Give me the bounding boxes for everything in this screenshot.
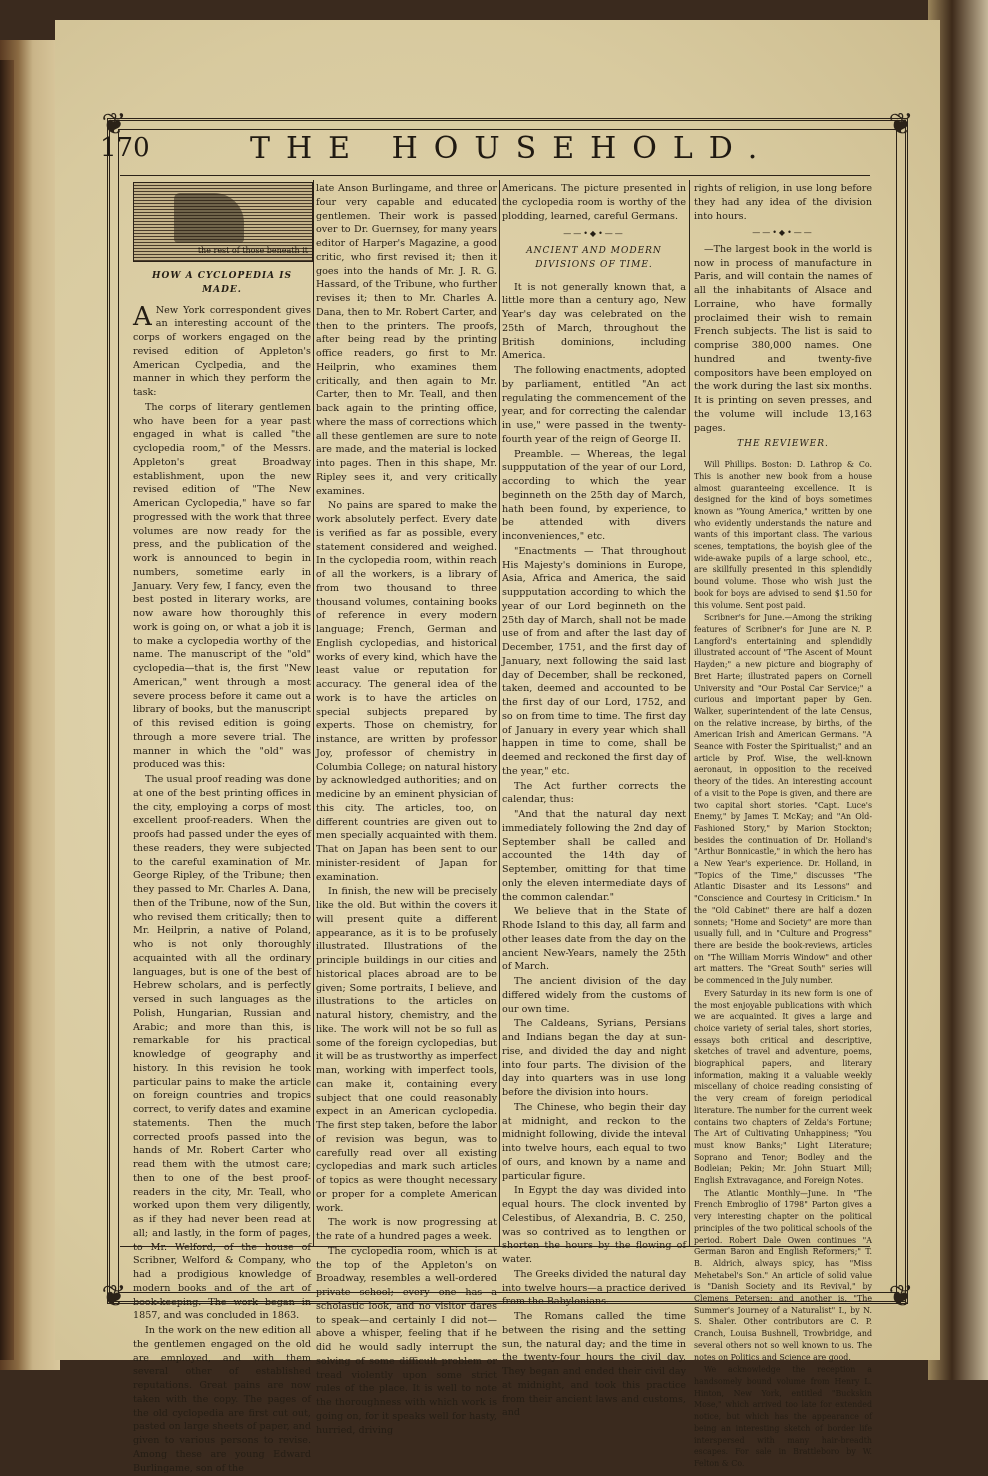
corner-ornament-icon: ❦: [888, 1279, 914, 1314]
engraving-illustration: [133, 182, 313, 262]
article-paragraph: The corps of literary gentlemen who have been for a year past engaged in what is called "the cyclopedia room," of the Messrs. Appleton's great Broadway establishment, upon the new revised edition of "The New American Cyclopedia," have so far progressed with the work that three volumes are now ready for the press, and the publication of the work is announced to begin in numbers, sometime early in January. Very few, I fancy, even the best posted in literary works, are now aware how thoroughly this work is going on, or what a job it is to make a cyclopedia worthy of the name. The manuscript of the "old" cyclopedia—that is, the first "New American," went through a most severe process before it came out a library of books, but the manuscript of this revised edition is going through a more severe trial. The manner in which the "old" was produced was this:: [133, 401, 311, 771]
article-paragraph: rights of religion, in use long before they had any idea of the division into hours.: [694, 183, 872, 222]
drop-cap: A: [133, 301, 152, 332]
article-paragraph: In Egypt the day was divided into equal hours. The clock invented by Celestibus, of Alexandria, B. C. 250, was so contrived as to lengthen or shorten the hours by the flowing of water.: [502, 1185, 686, 1265]
article-paragraph: The Chinese, who begin their day at midnight, and reckon to the midnight following, divide the inteval into twelve hours, each equal to two of ours, and known by a name and particular figure.: [502, 1101, 686, 1182]
review-paragraph: The Atlantic Monthly—June. In "The French Embroglio of 1798" Parton gives a very interesting chapter on the political principles of the two political schools of the period. Robert Dale Owen continues "A German Baron and English Reformers;" T. B. Aldrich, always spicy, has "Miss Mehetabel's Son." An article of solid value is "Danish Society and its Revival," by Clemens Petersen; and another is, "The Summer's Journey of a Naturalist" I., by N. S. Shaler. Other contributors are C. P. Cranch, Louisa Bushnell, Trowbridge, and several others not so well known to us. The notes on Politics and Science are good.: [694, 1188, 872, 1362]
corner-ornament-icon: ❦: [101, 107, 127, 142]
article-paragraph: "Enactments — That throughout His Majesty's dominions in Europe, Asia, Africa and America, the said suppputation according to which the year of our Lord beginneth on the 25th day of March, shall not be made use of from and after the last day of December, 1751, and the first day of January, next following the said last day of December, shall be reckoned, taken, deemed and accounted to be the first day of our Lord, 1752, and so on from time to time. The first day of January in every year which shall happen in time to come, shall be deemed and reckoned the first day of the year," etc.: [502, 545, 686, 777]
article-paragraph: late Anson Burlingame, and three or four very capable and educated gentlemen. Their work is passed over to Dr. Guernsey, for many years editor of Harper's Magazine, a good critic, who first revised it; then it goes into the hands of Mr. J. R. G. Hassard, of the Tribune, who further revises it; then to Mr. Charles A. Dana, then to Mr. Robert Carter, and then to the printers. The proofs, after being read by the printing office readers, go first to Mr. Heilprin, who examines them critically, and then again to Mr. Carter, then to Mr. Teall, and then back again to the printing office, where the mass of corrections which all these gentlemen are sure to note are made, and the material is locked into pages. Then in this shape, Mr. Ripley sees it, and very critically examines.: [316, 183, 497, 497]
article-paragraph: In the work on the new edition all the gentlemen engaged on the old are employed, and with them several other of established reputations. Great pains are now taken with the copy. The pages of the old cyclopedia are first cut out, pasted on large sheets of paper, and given to various persons to revise. Among these are young Edward Burlingame, son of the: [133, 1325, 311, 1474]
column-1: [133, 182, 311, 1476]
header-rule: [120, 175, 870, 176]
illustration-caption: the rest of those beneath it: [197, 246, 308, 256]
article-paragraph: Americans. The picture presented in the cyclopedia room is worthy of the plodding, learned, careful Germans.: [502, 183, 686, 222]
page-number: 170: [100, 133, 150, 163]
article-paragraph: The ancient division of the day differed widely from the customs of our own time.: [502, 976, 686, 1015]
corner-ornament-icon: ❦: [101, 1279, 127, 1314]
section-ornament: ——•◆•——: [752, 228, 814, 238]
article-heading: ANCIENT AND MODERN DIVISIONS OF TIME.: [526, 246, 662, 270]
article-paragraph: —The largest book in the world is now in process of manufacture in Paris, and will contain the names of all the inhabitants of Alsace and Lorraine, who have formally proclaimed their wish to remain French subjects. The list is said to comprise 380,000 names. One hundred and twenty-five compositors have been employed on the work during the last six months. It is printing on seven presses, and the volume will include 13,163 pages.: [694, 243, 872, 434]
column-divider: [499, 180, 500, 1246]
review-paragraph: Will Phillips. Boston: D. Lathrop & Co. This is another new book from a house almost guaranteeing excellence. It is designed for the kind of boys sometimes known as "Young America," written by one who evidently understands the nature and wants of this important class. The various scenes, temptations, the boyish glee of the wide-awake pupils of a large school, etc., are skillfully presented in this splendidly bound volume. Those who wish just the book for boys are advised to send $1.50 for this volume. Sent post paid.: [694, 460, 872, 610]
article-paragraph: In finish, the new will be precisely like the old. But within the covers it will present quite a different appearance, as it is to be profusely illustrated. Illustrations of the principle buildings in our cities and historical places abroad are to be given; Some portraits, I believe, and illustrations to the articles on natural history, chemistry, and the like. The work will not be so full as some of the foreign cyclopedias, but it will be as trustworthy as imperfect man, working with imperfect tools, can make it, containing every subject that one could reasonably expect in an American cyclopedia. The first step taken, before the labor of revision was begun, was to carefully read over all existing cyclopedias and mark such articles of topics as were thought necessary or proper for a complete American work.: [316, 886, 497, 1214]
article-heading: HOW A CYCLOPEDIA IS MADE.: [152, 271, 292, 295]
review-paragraph: We acknowledge the reception a handsomely bound volume from Henry L. Hinton, New York, entitled "Buckskin Mose," which arrived too late for extended notice, but which has the appearance of being an interesting sketch of border life interspersed with many hair-breadth escapes. For sale in Brattleboro by W. Felton & Co.: [694, 1365, 872, 1468]
article-paragraph: The Act further corrects the calendar, thus:: [502, 780, 686, 806]
column-2: [316, 182, 497, 1438]
column-divider: [313, 180, 314, 1246]
review-paragraph: Scribner's for June.—Among the striking features of Scribner's for June are N. P. Langford's entertaining and splendidly illustrated account of "The Ascent of Mount Hayden;" a new picture and biography of Bret Harte; illustrated papers on Cornell University and "Our Postal Car Service;" a curious and important paper by Gen. Walker, superintendent of the late Census, on the relative increase, by births, of the American Irish and American Germans. "A Seance with Foster the Spiritualist;" and an article by Prof. Wise, the well-known aeronaut, in opposition to the received theory of the tides. An interesting account of a visit to the Pope is given, and there are two capital short stories. "Capt. Luce's Enemy," by James T. McKay; and "An Old-Fashioned Story," by Marion Stockton; besides the continuation of Dr. Holland's "Arthur Bonnicastle," in which the hero has a New Year's experience. Dr. Holland, in "Topics of the Time," discusses "The Atlantic Disaster and its Lessons" and "Conscience and Courtesy in Criticism." In the "Old Cabinet" there are half a dozen sonnets; "Home and Society" are more than usually full, and in "Culture and Progress" there are beside the book-reviews, articles on "The William Morris Window" and other art matters. The "Great South" series will be commenced in the July number.: [694, 613, 872, 986]
column-divider: [689, 180, 690, 1246]
article-paragraph: The following enactments, adopted by parliament, entitled "An act regulating the commencement of the year, and for correcting the calendar in use," were passed in the twenty-fourth year of the reign of George II.: [502, 365, 686, 445]
review-paragraph: Every Saturday in its new form is one of the most enjoyable publications with which we are acquainted. It gives a large and choice variety of serial tales, short stories, essays both critical and descriptive, sketches of travel and adventure, poems, biographical papers, and literary information, making it a valuable weekly miscellany of choice reading consisting of the very cream of foreign periodical literature. The number for the current week contains two chapters of Zelda's Fortune; The Art of Cultivating Unhappiness; "You must know Banks;" Light Literature; Soprano and Tenor; Bodley and the Bodleian; Pekin; Mr. John Stuart Mill; English Extravagance, and Foreign Notes.: [694, 988, 872, 1186]
column-4: [694, 182, 872, 1471]
article-paragraph: A New York correspondent gives an interesting account of the corps of workers engaged on the revised edition of Appleton's American Cyclpedia, and the manner in which they perform the task:: [133, 301, 311, 398]
article-paragraph: The cyclopedia room, which is at the top of the Appleton's on Broadway, resembles a well-ordered private school; every one has a scholastic look, and no visitor dares to speak—and certainly I did not—above a whisper, feeling that if he did he would sadly interrupt the solving of some difficult problem or tread violently upon some strict rules of the place. It is well to note the thoroughness with which work is going on, for it speaks well for hasty, hurried, driving: [316, 1245, 497, 1436]
article-paragraph: No pains are spared to make the work absolutely perfect. Every date is verified as far as possible, every statement considered and weighed. In the cyclopedia room, within reach of all the workers, is a library of from two thousand to three thousand volumes, containing books of reference in every modern language; French, German and English cyclopedias, and historical works of every kind, which have the least value or reputation for accuracy. The general idea of the work is to have the articles on special subjects prepared by experts. Those on chemistry, for instance, are written by professor Joy, professor of chemistry in Columbia College; on natural history by acknowledged authorities; and on medicine by an eminent physician of this city. The articles, too, on different countries are given out to men specially acquainted with them. That on Japan has been sent to our minister-resident of Japan for examination.: [316, 500, 497, 883]
column-3: [502, 182, 686, 1421]
article-paragraph: Preamble. — Whereas, the legal suppputation of the year of our Lord, according to which the year beginneth on the 25th day of March, hath been found, by experience, to be attended with divers inconveniences," etc.: [502, 448, 686, 542]
article-paragraph: The usual proof reading was done at one of the best printing offices in the city, employing a corps of most excellent proof-readers. When the proofs had passed under the eyes of these readers, they were subjected to the careful examination of Mr. George Ripley, of the Tribune; then they passed to Mr. Charles A. Dana, then of the Tribune, now of the Sun, who revised them critically; then to Mr. Heilprin, a native of Poland, who is not only thoroughly acquainted with all the ordinary languages, but is one of the best of Hebrew scholars, and is perfectly versed in such languages as the Polish, Hungarian, Russian and Arabic; and more than this, is remarkable for his practical knowledge of geography and history. In this revision he took particular pains to make the article on foreign countries and tropics correct, to verify dates and examine statements. Then the much corrected proofs passed into the hands of Mr. Robert Carter who read them with the utmost care; then to one of the best proof-readers in the city, Mr. Teall, who worked upon them very diligently, as if they had never been read at all; and lastly, in the form of pages, to Mr. Welford, of the house of Scribner, Welford & Company, who had a prodigious knowledge of modern books and of the art of book-keeping. The work began in 1857, and was concluded in 1863.: [133, 774, 311, 1322]
article-paragraph: The work is now progressing at the rate of a hundred pages a week.: [316, 1217, 497, 1242]
article-heading: THE REVIEWER.: [737, 439, 829, 450]
corner-ornament-icon: ❦: [888, 107, 914, 142]
article-paragraph: "And that the natural day next immediately following the 2nd day of September shall be called and accounted the 14th day of September, omitting for that time only the eleven intermediate days of the common calendar.": [502, 809, 686, 903]
footer-rule: [120, 1246, 870, 1247]
book-spine: [0, 60, 14, 1360]
masthead-title: THE HOUSEHOLD.: [250, 131, 774, 166]
article-paragraph: The Caldeans, Syrians, Persians and Indians began the day at sun-rise, and divided the day and night into four parts. The division of the day into quarters was in use long before the division into hours.: [502, 1018, 686, 1098]
section-ornament: ——•◆•——: [563, 229, 625, 239]
article-paragraph: We believe that in the State of Rhode Island to this day, all farm and other leases date from the day on the ancient New-Years, namely the 25th of March.: [502, 906, 686, 973]
article-paragraph: It is not generally known that, a little more than a century ago, New Year's day was celebrated on the 25th of March, throughout the British dominions, including America.: [502, 281, 686, 362]
article-paragraph: The Romans called the time between the rising and the setting sun, the natural day; and the time in the twenty-four hours the civil day. They began and ended their civil day at midnight, and took this practice from their ancient laws and customs, and: [502, 1311, 686, 1419]
article-paragraph: The Greeks divided the natural day into twelve hours—a practice derived from the Babylonians.: [502, 1268, 686, 1308]
page-header: [100, 133, 800, 173]
